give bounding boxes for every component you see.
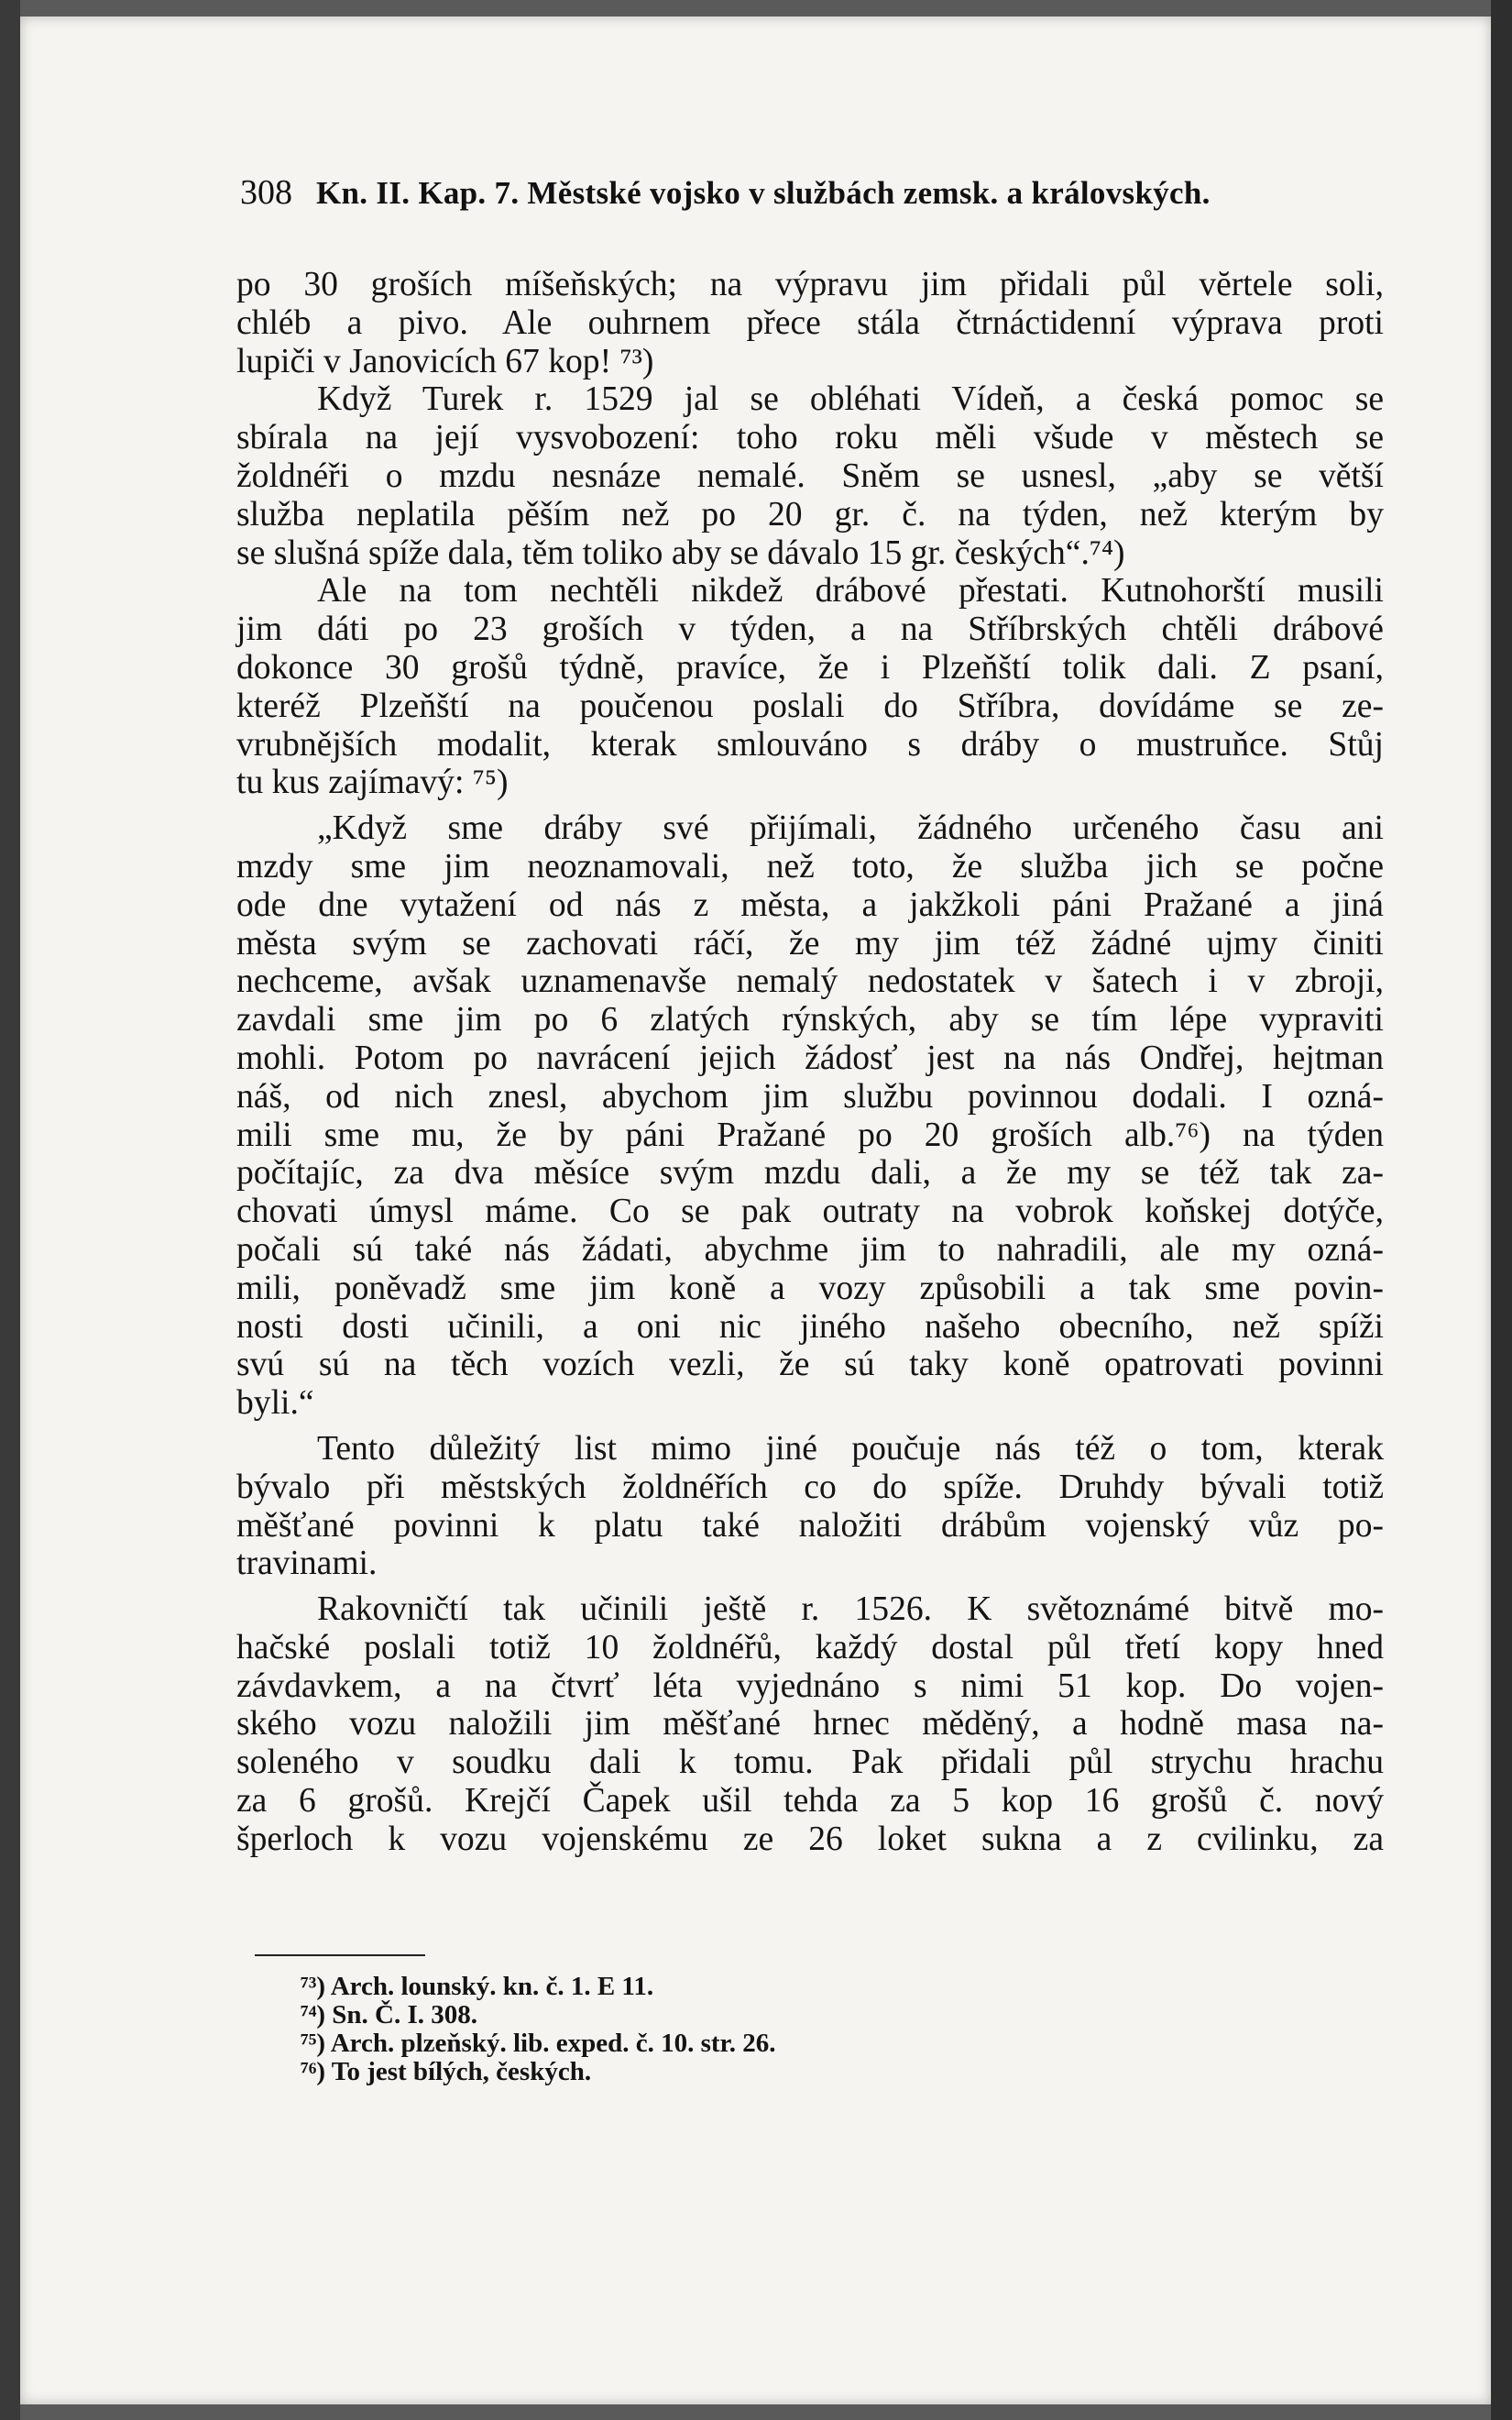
text-line: Rakovničtí tak učinili ještě r. 1526. K světoznámé bitvě mo- — [317, 1590, 1384, 1629]
text-line: chovati úmysl máme. Co se pak outraty na vobrok koňskej dotýče, — [236, 1193, 1384, 1231]
text-line: soleného v soudku dali k tomu. Pak přidali půl strychu hrachu — [236, 1744, 1384, 1782]
text-line: žoldnéři o mzdu nesnáze nemalé. Sněm se usnesl, „aby se větší — [236, 456, 1384, 495]
scan-left-edge — [0, 0, 20, 2420]
text-line: Když Turek r. 1529 jal se obléhati Vídeň, a česká pomoc se — [317, 380, 1384, 419]
text-line: měšťané povinni k platu také naložiti drábům vojenský vůz po- — [236, 1506, 1384, 1545]
text-line: náš, od nich znesl, abychom jim službu povinnou dodali. I ozná- — [236, 1077, 1384, 1116]
text-line: šperloch k vozu vojenskému ze 26 loket sukna a z cvilinku, za — [236, 1820, 1384, 1858]
text-line: počítajíc, za dva měsíce svým mzdu dali, a že my se též tak za- — [236, 1154, 1384, 1193]
text-line: dokonce 30 grošů týdně, pravíce, že i Plzeňští tolik dali. Z psaní, — [236, 648, 1384, 687]
text-line: tu kus zajímavý: ⁷⁵) — [236, 764, 509, 802]
text-line: sbírala na její vysvobození: toho roku měli všude v městech se — [236, 419, 1384, 457]
footnote: ⁷⁵) Arch. plzeňský. lib. exped. č. 10. str. 26. — [301, 2029, 776, 2058]
text-line: ského vozu naložili jim měšťané hrnec měděný, a hodně masa na- — [236, 1705, 1384, 1744]
footnote: ⁷³) Arch. lounský. kn. č. 1. E 11. — [301, 1972, 654, 2001]
paragraph-gap — [236, 1583, 1384, 1590]
paragraph-gap — [236, 802, 1384, 809]
running-title: Kn. II. Kap. 7. Městské vojsko v službách zemsk. a královských. — [316, 175, 1211, 211]
paragraph-gap — [236, 1423, 1384, 1430]
footnote: ⁷⁶) To jest bílých, českých. — [301, 2057, 592, 2086]
text-line: Tento důležitý list mimo jiné poučuje nás též o tom, kterak — [317, 1429, 1384, 1468]
text-line: vrubnějších modalit, kterak smlouváno s dráby o mustruňce. Stůj — [236, 725, 1384, 764]
text-line: mzdy sme jim neoznamovali, než toto, že služba jich se počne — [236, 847, 1384, 886]
text-line: počali sú také nás žádati, abychme jim to nahradili, ale my ozná- — [236, 1230, 1384, 1269]
page-header — [240, 172, 1386, 213]
scan-right-edge — [1491, 0, 1512, 2420]
text-line: chléb a pivo. Ale ouhrnem přece stála čtrnáctidenní výprava proti — [236, 303, 1384, 342]
text-line: kteréž Plzeňští na poučenou poslali do Stříbra, dovídáme se ze- — [236, 687, 1384, 725]
text-line: po 30 groších míšeňských; na výpravu jim přidali půl vĕrtele soli, — [236, 266, 1384, 303]
text-line: mohli. Potom po navrácení jejich žádosť jest na nás Ondřej, hejtman — [236, 1039, 1384, 1077]
text-line: mili, poněvadž sme jim koně a vozy způsobili a tak sme povin- — [236, 1269, 1384, 1307]
footnote: ⁷⁴) Sn. Č. I. 308. — [301, 2000, 478, 2030]
text-line: hačské poslali totiž 10 žoldnéřů, každý dostal půl třetí kopy hned — [236, 1628, 1384, 1666]
text-line: svú sú na těch vozích vezli, že sú taky koně opatrovati povinni — [236, 1346, 1384, 1384]
text-line: mili sme mu, že by páni Pražané po 20 groších alb.⁷⁶) na týden — [236, 1116, 1384, 1154]
text-line: Ale na tom nechtěli nikdež drábové přestati. Kutnohorští musili — [317, 572, 1384, 610]
text-line: „Když sme dráby své přijímali, žádného určeného času ani — [317, 809, 1384, 848]
text-line: závdavkem, a na čtvrť léta vyjednáno s nimi 51 kop. Do vojen- — [236, 1666, 1384, 1705]
text-line: města svým se zachovati ráčí, že my jim též žádné ujmy činiti — [236, 924, 1384, 962]
text-line: služba neplatila pěším než po 20 gr. č. na týden, než kterým by — [236, 495, 1384, 534]
text-line: zavdali sme jim po 6 zlatých rýnských, aby se tím lépe vypraviti — [236, 1001, 1384, 1040]
text-line: travinami. — [236, 1545, 378, 1583]
page-number: 308 — [240, 173, 292, 212]
footnotes — [301, 1973, 1034, 2086]
text-line: jim dáti po 23 groších v týden, a na Stříbrských chtěli drábové — [236, 610, 1384, 649]
text-line: se slušná spíže dala, těm toliko aby se dávalo 15 gr. českých“.⁷⁴) — [236, 534, 1125, 572]
text-line: ode dne vytažení od nás z města, a jakžkoli páni Pražané a jiná — [236, 886, 1384, 924]
text-line: nechceme, avšak uznamenavše nemalý nedostatek v šatech i v zbroji, — [236, 962, 1384, 1001]
text-line: bývalo při městských žoldnéřích co do spíže. Druhdy bývali totiž — [236, 1468, 1384, 1506]
text-line: za 6 grošů. Krejčí Čapek ušil tehda za 5 kop 16 grošů č. nový — [236, 1782, 1384, 1820]
text-line: byli.“ — [236, 1384, 314, 1423]
text-line: lupiči v Janovicích 67 kop! ⁷³) — [236, 342, 654, 380]
body-text — [236, 266, 1384, 1859]
text-line: nosti dosti učinili, a oni nic jiného našeho obecního, než spíži — [236, 1307, 1384, 1346]
footnote-rule — [255, 1954, 425, 1956]
